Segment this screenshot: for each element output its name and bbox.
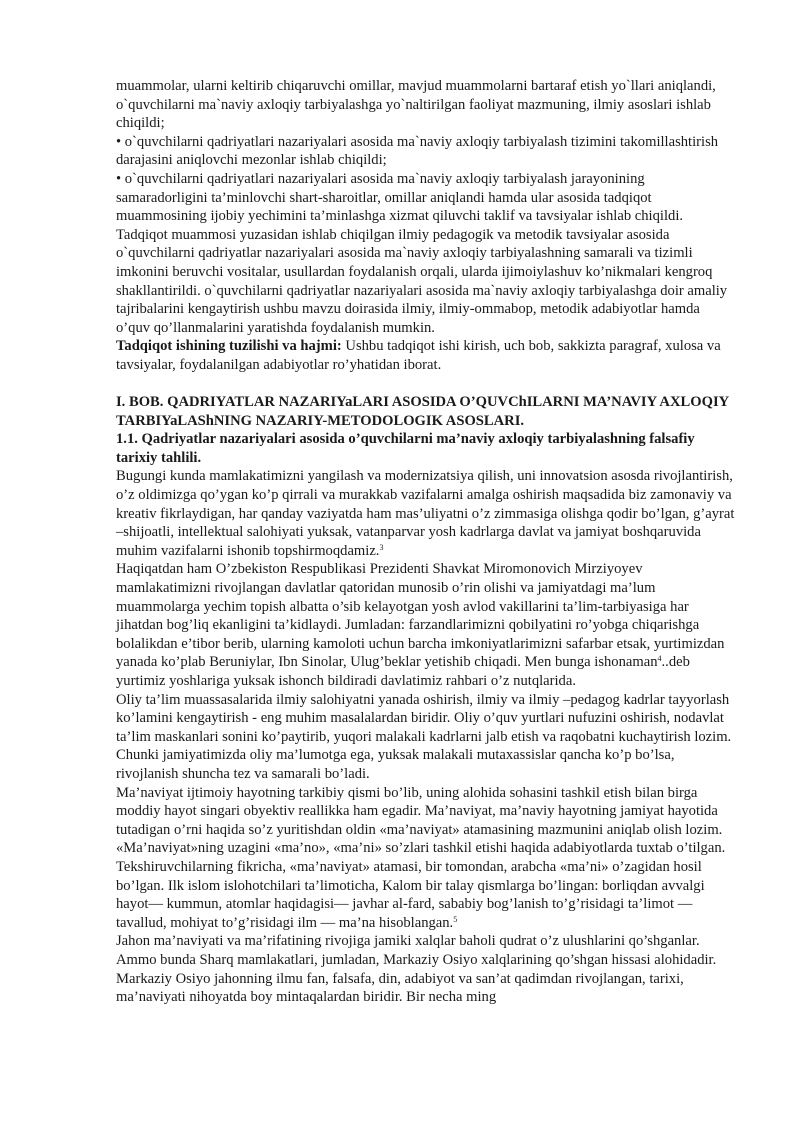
body-paragraph-5: Jahon ma’naviyati va ma’rifatining rivojiga jamiki xalqlar baholi qudrat o’z ulushlarini qo’shganlar. Ammo bunda Sharq mamlakatlari, jumladan, Markaziy Osiyo xalqlarining qo’shgan hissasi alohidadir. Markaziy Osiyo jahonning ilmu fan, falsafa, din, adabiyot va san’at qadimdan rivojlangan, tarixi, ma’naviyati nihoyatda boy mintaqalardan biridir. Bir necha ming bbox=[116, 933, 717, 1006]
body-paragraph-1-text: Bugungi kunda mamlakatimizni yangilash va modernizatsiya qilish, uni innovatsion asosda rivojlantirish, o’z oldimizga qo’ygan ko’p qirrali va murakkab vazifalarni amalga oshirish maqsadida biz zamonaviy va kreativ fikrlaydigan, har qanday vaziyatda ham mas’uliyatni o’z zimmasiga olishga qodir bo’lgan, g’ayrat –shijoatli, intellektual salohiyati yuksak, vatanparvar yosh kadrlarga davlat va jamiyat boshqaruvida muhim vazifalarni ishonib topshirmoqdamiz. bbox=[116, 468, 735, 559]
structure-text: Ushbu tadqiqot ishi kirish, uch bob, sakkizta paragraf, xulosa va tavsiyalar, foydalanilgan adabiyotlar ro’yhatidan iborat. bbox=[116, 338, 721, 373]
structure-paragraph bbox=[116, 337, 736, 374]
spacer bbox=[116, 375, 736, 394]
body-paragraph-4 bbox=[116, 784, 736, 933]
bullet-item-criteria: • o`quvchilarni qadriyatlari nazariyalari asosida ma`naviy axloqiy tarbiyalash tizimini takomillashtirish darajasini aniqlovchi mezonlar ishlab chiqildi; bbox=[116, 133, 719, 169]
recommendations-paragraph: Tadqiqot muammosi yuzasidan ishlab chiqilgan ilmiy pedagogik va metodik tavsiyalar asosida o`quvchilarni qadriyatlar nazariyalari asosida ma`naviy axloqiy tarbiyalashning samarali va tizimli imkonini beruvchi vositalar, usullardan foydalanish orqali, ularda ijimoiylashuv ko’nikmalari kengroq shakllantirildi. o`quvchilarni qadriyatlar nazariyalari asosida ma`naviy axloqiy tarbiyalashga doir amaliy tajribalarini kengaytirish ushbu mavzu doirasida ilmiy, ilmiy-ommabop, metodik adabiyotlar hamda o’quv qo’llanmalarini yaratishda foydalanish mumkin. bbox=[116, 226, 728, 336]
document-page bbox=[116, 77, 736, 1007]
body-paragraph-2 bbox=[116, 560, 736, 690]
section-title: 1.1. Qadriyatlar nazariyalari asosida o’quvchilarni ma’naviy axloqiy tarbiyalashning falsafiy tarixiy tahlili. bbox=[116, 431, 695, 466]
footnote-ref-4: 4 bbox=[657, 654, 662, 664]
body-paragraph-2-text-b: ..deb yurtimiz yoshlariga yuksak ishonch bildiradi davlatimiz rahbari o’z nutqlarida. bbox=[116, 654, 690, 689]
body-paragraph-4-text: Ma’naviyat ijtimoiy hayotning tarkibiy qismi bo’lib, uning alohida sohasini tashkil etish bilan birga moddiy hayot singari obyektiv reallikka ham egadir. Ma’naviyat, ma’naviy hayotning jamiyat hayotida tutadigan o’rni haqida so’z yuritishdan oldin «ma’naviyat» atamasining mazmunini aniqlab olish lozim. «Ma’naviyat»ning uzagini «ma’no», «ma’ni» so’zlari tashkil etishi haqida adabiyotlarda tuxtab o’tilgan. Tekshiruvchilarning fikricha, «ma’naviyat» atamasi, bir tomondan, arabcha «ma’ni» o’zagidan hosil bo’lgan. Ilk islom islohotchilari ta’limoticha, Kalom bir talay qismlarga bo’lingan: borliqdan avvalgi hayot— kummun, atomlar haqidagisi— javhar al-fard, sababiy bog’lanish to’g’risidagi ta’limot — tavallud, mohiyat to’g’risidagi ilm — ma’na hisoblangan. bbox=[116, 784, 726, 931]
chapter-title: I. BOB. QADRIYATLAR NAZARIYaLARI ASOSIDA O’QUVChILARNI MA’NAVIY AXLOQIY TARBIYaLAShNING NAZARIY-METODOLOGIK ASOSLARI. bbox=[116, 394, 729, 429]
intro-paragraph-1: muammolar, ularni keltirib chiqaruvchi omillar, mavjud muammolarni bartaraf etish yo`llari aniqlandi, o`quvchilarni ma`naviy axloqiy tarbiyalashga yo`naltirilgan faoliyat mazmuning, ilmiy asoslari ishlab chiqildi; bbox=[116, 78, 716, 132]
body-paragraph-3: Oliy ta’lim muassasalarida ilmiy salohiyatni yanada oshirish, ilmiy va ilmiy –pedagog kadrlar tayyorlash ko’lamini kengaytirish - eng muhim masalalardan biridir. Oliy o’quv yurtlari nufuzini oshirish, nodavlat ta’lim maskanlari sonini ko’paytirib, yuqori malakali kadrlarni jalb etish va raqobatni kuchaytirish lozim. Chunki jamiyatimizda oliy ma’lumotga ega, yuksak malakali mutaxassislar qancha ko’p bo’lsa, rivojlanish shuncha tez va samarali bo’ladi. bbox=[116, 691, 732, 782]
body-paragraph-2-text-a: Haqiqatdan ham O’zbekiston Respublikasi Prezidenti Shavkat Miromonovich Mirziyoyev mamlakatimizni rivojlangan davlatlar qatoridan munosib o’rin olishi va jamiyatdagi ma’lum muammolarga yechim topish albatta o’sib kelayotgan yosh avlod vakillarini ta’lim-tarbiyasiga har jihatdan bog’liq ekanligini ta’kidlaydi. Jumladan: farzandlarimizni qobilyatini ro’yobga chiqarishga bolalikdan e’tibor berib, ularning kamoloti uchun barcha imkoniyatlarimizni safarbar etsak, yurtimizdan yanada ko’plab Beruniylar, Ibn Sinolar, Ulug’beklar yetishib chiqadi. Men bunga ishonaman bbox=[116, 561, 725, 671]
footnote-ref-5: 5 bbox=[453, 914, 458, 924]
bullet-item-conditions: • o`quvchilarni qadriyatlari nazariyalari asosida ma`naviy axloqiy tarbiyalash jarayonining samaradorligini ta’minlovchi shart-sharoitlar, omillar aniqlandi hamda ular asosida tadqiqot muammosining ijobiy yechimini ta’minlashga xizmat qiluvchi taklif va tavsiyalar ishlab chiqildi. bbox=[116, 170, 684, 225]
structure-label: Tadqiqot ishining tuzilishi va hajmi: bbox=[116, 338, 342, 355]
footnote-ref-3: 3 bbox=[379, 542, 384, 552]
body-paragraph-1 bbox=[116, 467, 736, 560]
